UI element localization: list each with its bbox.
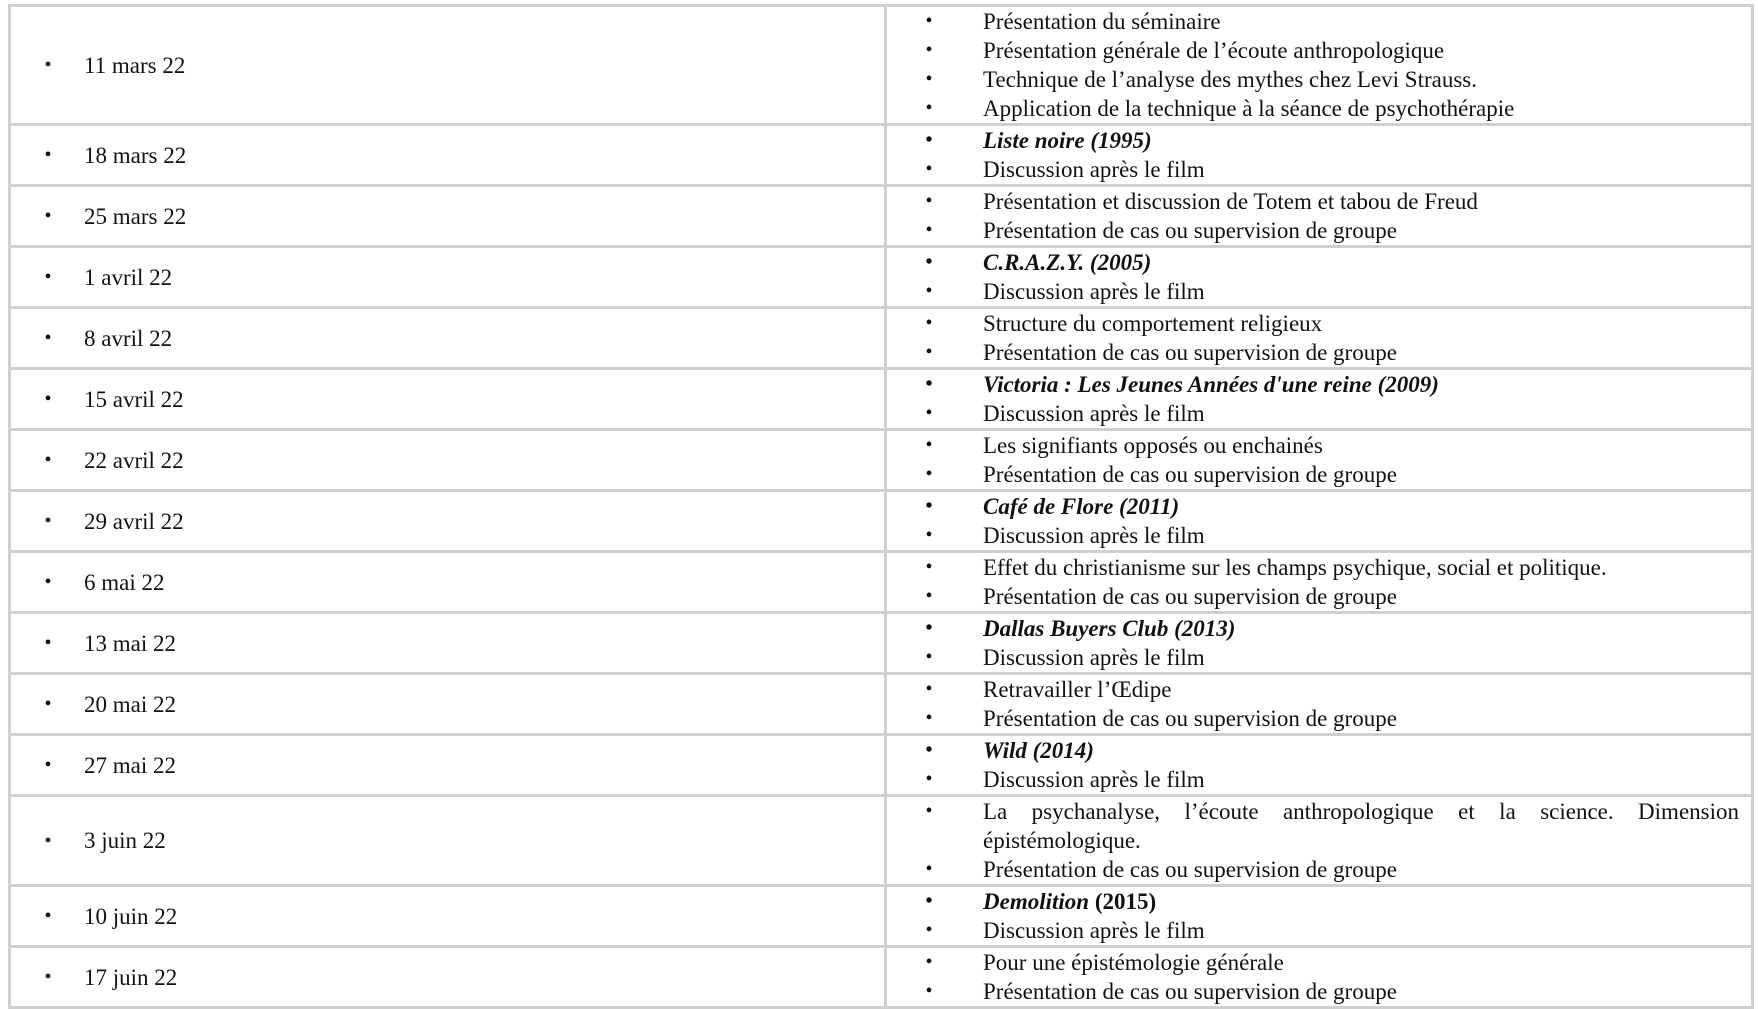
session-date: 6 mai 22 — [84, 569, 165, 595]
topic-item — [887, 338, 1751, 367]
session-date: 15 avril 22 — [84, 386, 184, 412]
schedule-body — [10, 6, 1753, 1008]
date-cell — [10, 6, 886, 125]
date-item — [11, 263, 884, 292]
topic-label: Liste noire (1995) — [983, 128, 1152, 153]
date-item — [11, 141, 884, 170]
topic-item — [887, 94, 1751, 123]
topic-item — [887, 216, 1751, 245]
bullet-icon: • — [925, 463, 933, 485]
bullet-icon: • — [925, 585, 933, 607]
bullet-icon: • — [925, 129, 933, 151]
topic-item — [887, 521, 1751, 550]
session-date: 1 avril 22 — [84, 264, 173, 290]
date-item — [11, 385, 884, 414]
topic-item — [887, 582, 1751, 611]
topic-list — [887, 370, 1751, 428]
bullet-icon: • — [925, 402, 933, 424]
topic-label: Les signifiants opposés ou enchainés — [983, 433, 1323, 458]
bullet-icon: • — [44, 905, 52, 927]
topic-text — [983, 277, 1751, 306]
topic-item — [887, 36, 1751, 65]
bullet-icon: • — [925, 341, 933, 363]
date-item — [11, 629, 884, 658]
topic-item — [887, 65, 1751, 94]
topic-list — [887, 675, 1751, 733]
schedule-table — [8, 4, 1754, 1009]
table-row — [10, 613, 1753, 674]
topic-item — [887, 309, 1751, 338]
topic-item — [887, 948, 1751, 977]
bullet-icon: • — [925, 768, 933, 790]
topic-label: Retravailler l’Œdipe — [983, 677, 1172, 702]
session-date: 3 juin 22 — [84, 828, 166, 853]
table-row — [10, 674, 1753, 735]
topic-text — [983, 155, 1751, 184]
table-row — [10, 369, 1753, 430]
session-date: 29 avril 22 — [84, 508, 184, 534]
session-date: 10 juin 22 — [84, 903, 178, 929]
topic-label: Wild (2014) — [983, 738, 1094, 763]
table-row — [10, 308, 1753, 369]
table-row — [10, 247, 1753, 308]
topic-text — [983, 675, 1751, 704]
topic-text — [983, 855, 1751, 884]
topics-cell — [886, 247, 1753, 308]
date-item — [11, 507, 884, 536]
table-row — [10, 735, 1753, 796]
topic-label: La psychanalyse, l’écoute anthropologique et la science. Dimension épistémologique. — [983, 799, 1739, 853]
topics-cell — [886, 430, 1753, 491]
date-cell — [10, 369, 886, 430]
topic-list — [887, 431, 1751, 489]
table-row — [10, 6, 1753, 125]
topic-item — [887, 155, 1751, 184]
bullet-icon: • — [925, 280, 933, 302]
date-item — [11, 902, 884, 931]
topic-list — [887, 797, 1751, 884]
table-row — [10, 552, 1753, 613]
date-cell — [10, 186, 886, 247]
bullet-icon: • — [925, 524, 933, 546]
bullet-icon: • — [44, 693, 52, 715]
session-date: 27 mai 22 — [84, 752, 176, 778]
date-item — [11, 568, 884, 597]
topic-label: Présentation de cas ou supervision de groupe — [983, 584, 1397, 609]
bullet-icon: • — [925, 678, 933, 700]
bullet-icon: • — [44, 144, 52, 166]
topic-text — [983, 187, 1751, 216]
date-cell — [10, 125, 886, 186]
topics-cell — [886, 308, 1753, 369]
topic-label: Demolition — [983, 889, 1090, 914]
topic-text — [983, 338, 1751, 367]
date-item — [11, 826, 884, 855]
topic-text — [983, 977, 1751, 1006]
date-cell — [10, 308, 886, 369]
topics-cell — [886, 369, 1753, 430]
topic-label: Discussion après le film — [983, 645, 1205, 670]
date-cell — [10, 552, 886, 613]
topic-list — [887, 492, 1751, 550]
topic-label: Dallas Buyers Club (2013) — [983, 616, 1236, 641]
film-title-item — [887, 370, 1751, 399]
topic-list — [887, 187, 1751, 245]
topic-item — [887, 643, 1751, 672]
topics-cell — [886, 674, 1753, 735]
date-cell — [10, 796, 886, 886]
date-item — [11, 690, 884, 719]
topic-item — [887, 855, 1751, 884]
topic-label: Café de Flore (2011) — [983, 494, 1180, 519]
bullet-icon: • — [925, 980, 933, 1002]
table-row — [10, 796, 1753, 886]
session-date: 25 mars 22 — [84, 203, 187, 229]
film-title-item — [887, 736, 1751, 765]
date-item — [11, 446, 884, 475]
topic-list — [887, 7, 1751, 123]
topic-text — [983, 460, 1751, 489]
date-cell — [10, 613, 886, 674]
topic-text — [983, 643, 1751, 672]
bullet-icon: • — [925, 97, 933, 119]
date-cell — [10, 886, 886, 947]
film-title — [983, 492, 1751, 521]
film-title-item — [887, 492, 1751, 521]
bullet-icon: • — [925, 68, 933, 90]
topic-text — [983, 7, 1751, 36]
topic-item — [887, 977, 1751, 1006]
topics-cell — [886, 125, 1753, 186]
bullet-icon: • — [44, 327, 52, 349]
bullet-icon: • — [925, 251, 933, 273]
topic-item — [887, 797, 1751, 855]
date-item — [11, 51, 884, 80]
topic-text — [983, 704, 1751, 733]
film-title-item — [887, 126, 1751, 155]
topic-item — [887, 916, 1751, 945]
topics-cell — [886, 735, 1753, 796]
topic-text — [983, 948, 1751, 977]
topics-cell — [886, 552, 1753, 613]
film-title — [983, 887, 1751, 916]
topic-text — [983, 94, 1751, 123]
topic-item — [887, 277, 1751, 306]
session-date: 17 juin 22 — [84, 964, 178, 990]
bullet-icon: • — [925, 158, 933, 180]
topic-label: Discussion après le film — [983, 279, 1205, 304]
bullet-icon: • — [925, 556, 933, 578]
bullet-icon: • — [925, 800, 933, 822]
date-cell — [10, 430, 886, 491]
bullet-icon: • — [44, 54, 52, 76]
topic-item — [887, 675, 1751, 704]
bullet-icon: • — [925, 890, 933, 912]
topic-label: Technique de l’analyse des mythes chez Levi Strauss. — [983, 67, 1478, 92]
topic-label: Application de la technique à la séance de psychothérapie — [983, 96, 1515, 121]
date-item — [11, 324, 884, 353]
topic-list — [887, 887, 1751, 945]
topic-text — [983, 797, 1751, 855]
topic-text — [983, 65, 1751, 94]
topic-label: Discussion après le film — [983, 918, 1205, 943]
film-title — [983, 370, 1751, 399]
topic-item — [887, 704, 1751, 733]
table-row — [10, 947, 1753, 1008]
table-row — [10, 186, 1753, 247]
topic-label: Structure du comportement religieux — [983, 311, 1323, 336]
topic-item — [887, 187, 1751, 216]
bullet-icon: • — [925, 707, 933, 729]
topic-text — [983, 431, 1751, 460]
topic-list — [887, 553, 1751, 611]
topic-label: Présentation de cas ou supervision de groupe — [983, 857, 1397, 882]
session-date: 20 mai 22 — [84, 691, 176, 717]
bullet-icon: • — [925, 434, 933, 456]
topic-label: Pour une épistémologie générale — [983, 950, 1284, 975]
topic-item — [887, 765, 1751, 794]
bullet-icon: • — [44, 829, 52, 852]
bullet-icon: • — [925, 646, 933, 668]
topic-label: Discussion après le film — [983, 401, 1205, 426]
topic-text — [983, 582, 1751, 611]
bullet-icon: • — [44, 205, 52, 227]
topic-list — [887, 248, 1751, 306]
topics-cell — [886, 6, 1753, 125]
bullet-icon: • — [925, 219, 933, 241]
topic-list — [887, 736, 1751, 794]
bullet-icon: • — [925, 858, 933, 880]
bullet-icon: • — [925, 39, 933, 61]
topic-label: Effet du christianisme sur les champs psychique, social et politique. — [983, 555, 1607, 580]
topic-list — [887, 948, 1751, 1006]
bullet-icon: • — [925, 10, 933, 32]
topic-item — [887, 7, 1751, 36]
bullet-icon: • — [925, 312, 933, 334]
topic-item — [887, 460, 1751, 489]
topics-cell — [886, 613, 1753, 674]
topic-label: Présentation et discussion de Totem et tabou de Freud — [983, 189, 1478, 214]
session-date: 18 mars 22 — [84, 142, 187, 168]
table-row — [10, 125, 1753, 186]
bullet-icon: • — [44, 966, 52, 988]
date-cell — [10, 674, 886, 735]
bullet-icon: • — [925, 617, 933, 639]
bullet-icon: • — [44, 449, 52, 471]
date-cell — [10, 247, 886, 308]
bullet-icon: • — [925, 951, 933, 973]
date-item — [11, 751, 884, 780]
topic-text — [983, 765, 1751, 794]
session-date: 11 mars 22 — [84, 52, 186, 78]
bullet-icon: • — [44, 388, 52, 410]
date-item — [11, 963, 884, 992]
film-title — [983, 614, 1751, 643]
bullet-icon: • — [44, 266, 52, 288]
film-title-item — [887, 887, 1751, 916]
topic-label: Présentation du séminaire — [983, 9, 1221, 34]
film-year: (2015) — [1089, 889, 1157, 914]
bullet-icon: • — [44, 571, 52, 593]
topic-text — [983, 399, 1751, 428]
bullet-icon: • — [925, 919, 933, 941]
film-title — [983, 248, 1751, 277]
topic-list — [887, 614, 1751, 672]
topic-label: Présentation générale de l’écoute anthropologique — [983, 38, 1445, 63]
session-date: 22 avril 22 — [84, 447, 184, 473]
topic-label: Présentation de cas ou supervision de groupe — [983, 340, 1397, 365]
topic-label: Victoria : Les Jeunes Années d'une reine (2009) — [983, 372, 1439, 397]
film-title — [983, 736, 1751, 765]
bullet-icon: • — [44, 754, 52, 776]
topic-text — [983, 216, 1751, 245]
topics-cell — [886, 947, 1753, 1008]
topic-text — [983, 521, 1751, 550]
table-row — [10, 886, 1753, 947]
topic-label: Présentation de cas ou supervision de groupe — [983, 462, 1397, 487]
topics-cell — [886, 886, 1753, 947]
topics-cell — [886, 186, 1753, 247]
date-cell — [10, 735, 886, 796]
topic-label: Discussion après le film — [983, 767, 1205, 792]
topic-text — [983, 553, 1751, 582]
table-row — [10, 430, 1753, 491]
bullet-icon: • — [925, 373, 933, 395]
topic-text — [983, 916, 1751, 945]
topic-item — [887, 553, 1751, 582]
bullet-icon: • — [925, 739, 933, 761]
date-cell — [10, 491, 886, 552]
film-title-item — [887, 614, 1751, 643]
topic-label: Discussion après le film — [983, 157, 1205, 182]
topic-item — [887, 399, 1751, 428]
bullet-icon: • — [44, 510, 52, 532]
bullet-icon: • — [925, 495, 933, 517]
table-row — [10, 491, 1753, 552]
topic-item — [887, 431, 1751, 460]
topics-cell — [886, 491, 1753, 552]
topics-cell — [886, 796, 1753, 886]
film-title — [983, 126, 1751, 155]
date-cell — [10, 947, 886, 1008]
session-date: 13 mai 22 — [84, 630, 176, 656]
bullet-icon: • — [44, 632, 52, 654]
bullet-icon: • — [925, 190, 933, 212]
topic-label: C.R.A.Z.Y. (2005) — [983, 250, 1152, 275]
topic-text — [983, 36, 1751, 65]
topic-label: Discussion après le film — [983, 523, 1205, 548]
topic-list — [887, 309, 1751, 367]
film-title-item — [887, 248, 1751, 277]
topic-label: Présentation de cas ou supervision de groupe — [983, 979, 1397, 1004]
topic-text — [983, 309, 1751, 338]
session-date: 8 avril 22 — [84, 325, 173, 351]
topic-list — [887, 126, 1751, 184]
topic-label: Présentation de cas ou supervision de groupe — [983, 218, 1397, 243]
topic-label: Présentation de cas ou supervision de groupe — [983, 706, 1397, 731]
date-item — [11, 202, 884, 231]
